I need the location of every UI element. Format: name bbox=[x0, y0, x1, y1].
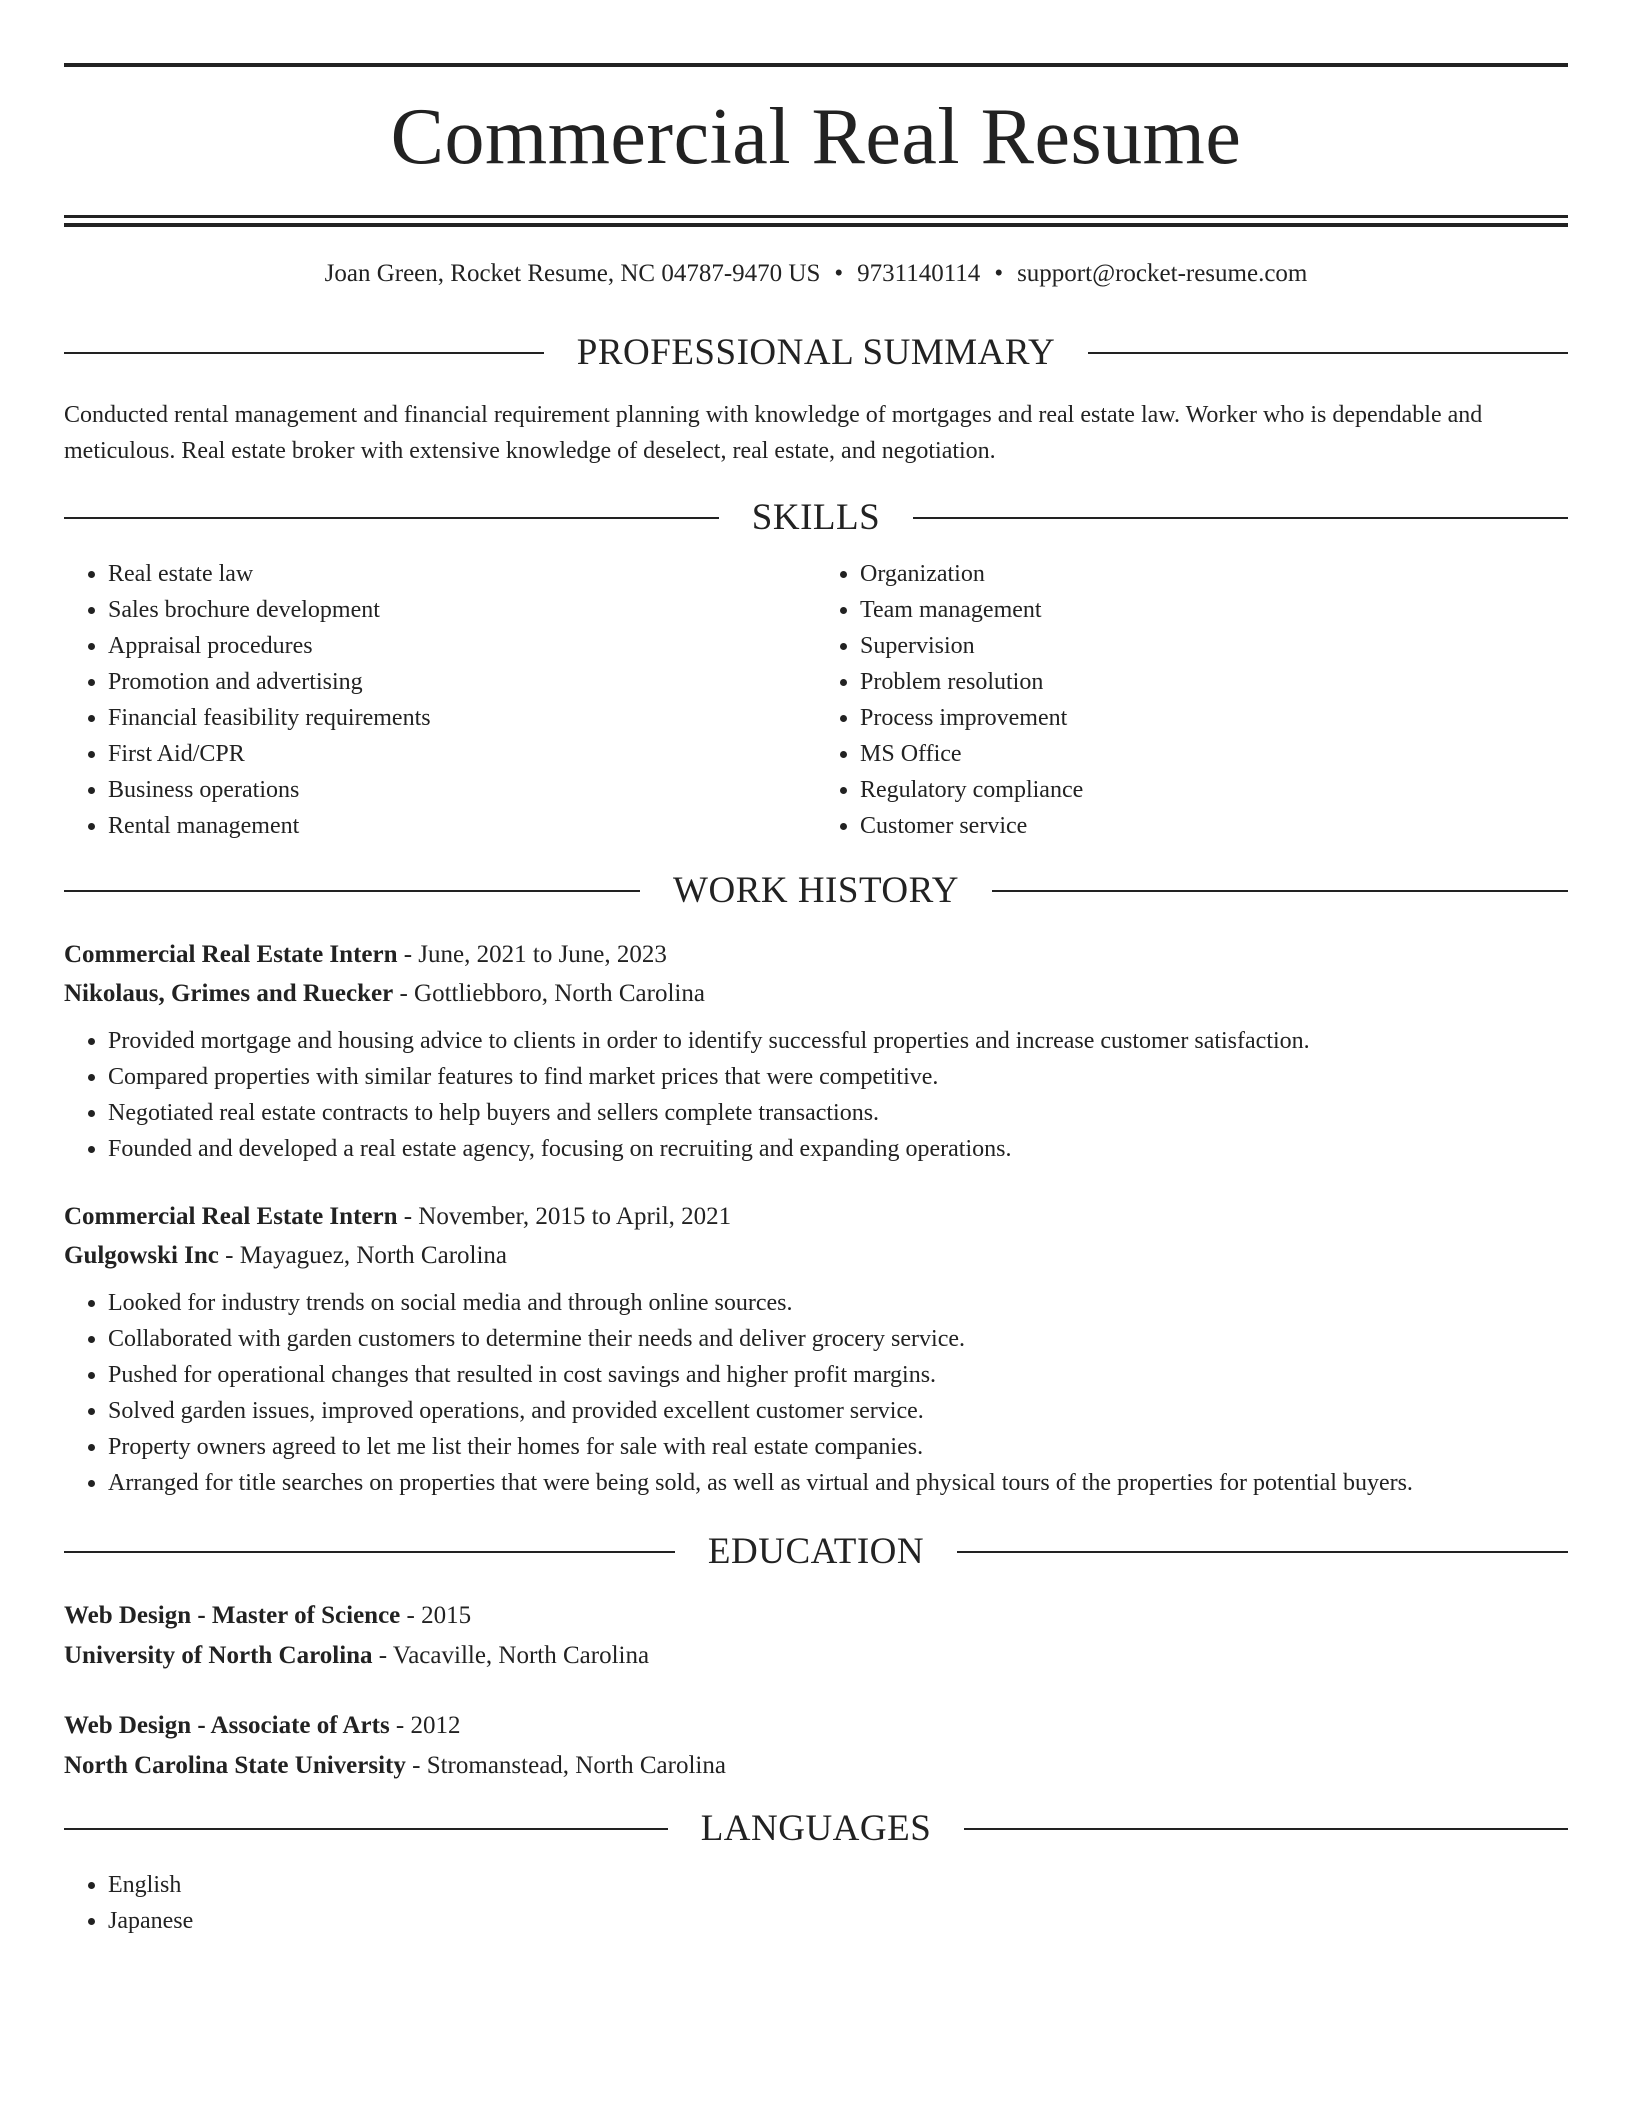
job-bullet: • Founded and developed a real estate agency, focusing on recruiting and expanding operations. bbox=[108, 1131, 1568, 1167]
skill-item: • First Aid/CPR bbox=[108, 736, 816, 772]
job-bullets bbox=[64, 1285, 1568, 1501]
skill-item: • MS Office bbox=[860, 736, 1568, 772]
skill-item: • Rental management bbox=[108, 808, 816, 844]
job-dates: - November, 2015 to April, 2021 bbox=[397, 1203, 732, 1230]
job-bullet: • Collaborated with garden customers to determine their needs and deliver grocery service. bbox=[108, 1321, 1568, 1357]
section-title-work-history: WORK HISTORY bbox=[673, 870, 959, 911]
job-bullet: • Negotiated real estate contracts to help buyers and sellers complete transactions. bbox=[108, 1095, 1568, 1131]
top-rule bbox=[64, 63, 1568, 67]
skill-item: • Supervision bbox=[860, 628, 1568, 664]
education-entry bbox=[64, 1706, 1568, 1786]
skill-item: • Real estate law bbox=[108, 556, 816, 592]
skill-item: • Appraisal procedures bbox=[108, 628, 816, 664]
section-header-skills bbox=[64, 499, 1568, 536]
job-bullet: • Property owners agreed to let me list their homes for sale with real estate companies. bbox=[108, 1429, 1568, 1465]
contact-phone: 9731140114 bbox=[857, 260, 981, 287]
summary-text: Conducted rental management and financial requirement planning with knowledge of mortgages and real estate law. Worker who is dependable and meticulous. Real estate broker with extensive knowledge of deselect, real estate, and negotiation. bbox=[64, 402, 1483, 464]
skill-item: • Promotion and advertising bbox=[108, 664, 816, 700]
skill-item: • Customer service bbox=[860, 808, 1568, 844]
job-entry bbox=[64, 935, 1568, 1167]
education-entry bbox=[64, 1596, 1568, 1676]
language-item: • Japanese bbox=[108, 1903, 1568, 1939]
section-title-summary: PROFESSIONAL SUMMARY bbox=[576, 332, 1056, 373]
education-school: University of North Carolina bbox=[64, 1642, 373, 1669]
job-bullet: • Compared properties with similar features to find market prices that were competitive. bbox=[108, 1059, 1568, 1095]
contact-separator: • bbox=[834, 260, 844, 287]
skill-item: • Process improvement bbox=[860, 700, 1568, 736]
contact-separator: • bbox=[994, 260, 1004, 287]
section-header-summary bbox=[64, 334, 1568, 371]
skill-item: • Problem resolution bbox=[860, 664, 1568, 700]
job-bullet: • Pushed for operational changes that resulted in cost savings and higher profit margins. bbox=[108, 1357, 1568, 1393]
education-school: North Carolina State University bbox=[64, 1752, 406, 1779]
education-year: - 2012 bbox=[389, 1712, 461, 1739]
skills-list bbox=[64, 556, 1568, 844]
education-year: - 2015 bbox=[400, 1602, 472, 1629]
job-company: Gulgowski Inc bbox=[64, 1242, 219, 1269]
job-company: Nikolaus, Grimes and Ruecker bbox=[64, 980, 394, 1007]
section-title-languages: LANGUAGES bbox=[700, 1808, 932, 1849]
contact-email: support@rocket-resume.com bbox=[1017, 260, 1308, 287]
education-degree: Web Design - Master of Science bbox=[64, 1602, 401, 1629]
title-double-rule bbox=[64, 215, 1568, 227]
skill-item: • Financial feasibility requirements bbox=[108, 700, 816, 736]
contact-address: Joan Green, Rocket Resume, NC 04787-9470 US bbox=[324, 260, 821, 287]
section-header-work-history bbox=[64, 872, 1568, 909]
job-location: - Mayaguez, North Carolina bbox=[218, 1242, 508, 1269]
skill-item: • Business operations bbox=[108, 772, 816, 808]
job-title: Commercial Real Estate Intern bbox=[64, 1203, 398, 1230]
section-title-skills: SKILLS bbox=[751, 497, 881, 538]
job-location: - Gottliebboro, North Carolina bbox=[393, 980, 705, 1007]
job-bullet: • Arranged for title searches on properties that were being sold, as well as virtual and physical tours of the properties for potential buyers. bbox=[108, 1465, 1568, 1501]
resume-title: Commercial Real Resume bbox=[390, 93, 1242, 181]
languages-list bbox=[64, 1867, 1568, 1939]
job-bullet: • Provided mortgage and housing advice to clients in order to identify successful properties and increase customer satisfaction. bbox=[108, 1023, 1568, 1059]
job-title: Commercial Real Estate Intern bbox=[64, 941, 398, 968]
section-header-languages bbox=[64, 1810, 1568, 1847]
education-location: - Vacaville, North Carolina bbox=[372, 1642, 650, 1669]
section-header-education bbox=[64, 1533, 1568, 1570]
job-entry bbox=[64, 1197, 1568, 1501]
skill-item: • Organization bbox=[860, 556, 1568, 592]
section-title-education: EDUCATION bbox=[707, 1531, 925, 1572]
job-bullet: • Solved garden issues, improved operations, and provided excellent customer service. bbox=[108, 1393, 1568, 1429]
skill-item: • Regulatory compliance bbox=[860, 772, 1568, 808]
job-dates: - June, 2021 to June, 2023 bbox=[397, 941, 667, 968]
skills-column-left bbox=[64, 556, 816, 844]
education-degree: Web Design - Associate of Arts bbox=[64, 1712, 390, 1739]
job-bullets bbox=[64, 1023, 1568, 1167]
skill-item: • Team management bbox=[860, 592, 1568, 628]
job-bullet: • Looked for industry trends on social media and through online sources. bbox=[108, 1285, 1568, 1321]
skill-item: • Sales brochure development bbox=[108, 592, 816, 628]
skills-column-right bbox=[816, 556, 1568, 844]
language-item: • English bbox=[108, 1867, 1568, 1903]
contact-line bbox=[64, 261, 1568, 286]
education-location: - Stromanstead, North Carolina bbox=[405, 1752, 726, 1779]
